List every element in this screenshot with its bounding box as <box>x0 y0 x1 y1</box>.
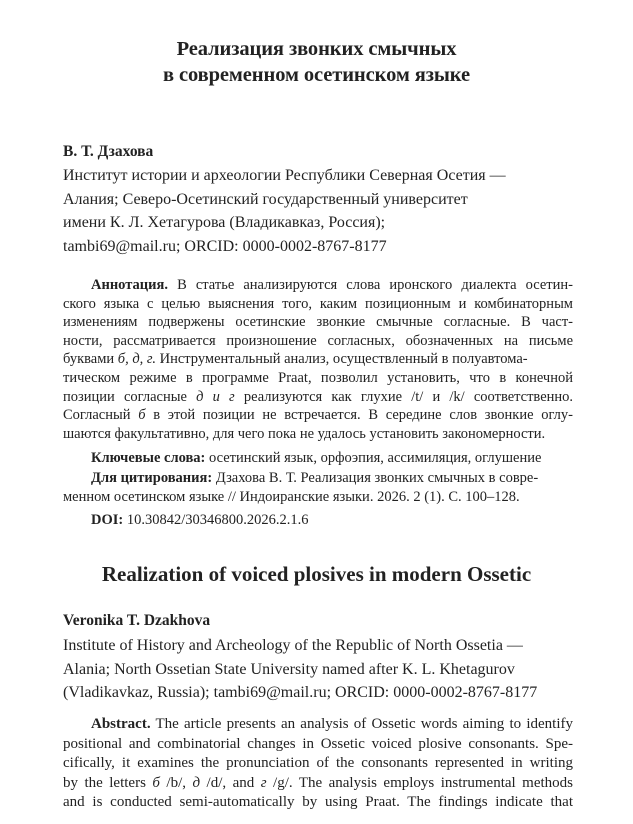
abstract-english-line: positional and combinatorial changes in Ossetic voiced plosive consonants. Spe- <box>63 735 573 752</box>
keywords-text: осетинский язык, орфоэпия, ассимиляция, оглушение <box>205 450 542 466</box>
abstract-label: Аннотация. <box>91 277 168 293</box>
affiliation-russian-line: имени К. Л. Хетагурова (Владикавказ, Россия); <box>63 214 386 231</box>
affiliation-russian-line: Алания; Северо-Осетинский государственный университет <box>63 190 468 208</box>
affiliation-russian <box>63 164 583 258</box>
author-russian: В. Т. Дзахова <box>63 143 154 160</box>
letters-italic: г <box>260 774 267 791</box>
letters-italic: б <box>138 407 146 424</box>
affiliation-english-line: Institute of History and Archeology of the Republic of North Ossetia — <box>63 637 523 654</box>
abstract-russian-line: позиции согласные д и г реализуются как глухие /t/ и /k/ соответственно. <box>63 388 573 405</box>
title-english: Realization of voiced plosives in modern Ossetic <box>101 562 532 586</box>
citation-russian <box>63 469 573 506</box>
letters-italic: б, д, г. <box>117 351 156 368</box>
affiliation-english-line: (Vladikavkaz, Russia); tambi69@mail.ru; ORCID: 0000-0002-8767-8177 <box>63 684 538 701</box>
abstract-english-line: by the letters б /b/, д /d/, and г /g/. The analysis employs instrumental methods <box>63 774 573 791</box>
title-russian-line-2: в современном осетинском языке <box>163 64 470 86</box>
affiliation-russian-line: Институт истории и археологии Республики Северная Осетия — <box>63 167 506 184</box>
abstract-russian <box>63 276 573 443</box>
affiliation-english <box>63 634 583 705</box>
abstract-russian-line: изменениям подвержены осетинские звонкие смычные согласные. В част- <box>63 314 573 331</box>
letters-italic: б <box>152 774 160 791</box>
title-russian <box>60 36 573 88</box>
affiliation-english-line: Alania; North Ossetian State University named after K. L. Khetagurov <box>63 660 515 678</box>
abstract-english-line: cifically, it examines the pronunciation of the consonants represented in writing <box>63 755 573 771</box>
abstract-russian-line: буквами б, д, г. Инструментальный анализ, осуществленный в полуавтома- <box>63 351 528 368</box>
doi-text: 10.30842/30346800.2026.2.1.6 <box>123 512 309 528</box>
abstract-russian-line: ности, рассматривается произношение согласных, обозначенных на письме <box>63 332 573 349</box>
citation-text-line-2: менном осетинском языке // Индоиранские языки. 2026. 2 (1). С. 100–128. <box>63 488 520 505</box>
keywords-russian <box>63 449 573 468</box>
letters-italic: д <box>192 774 201 791</box>
citation-text: Дзахова В. Т. Реализация звонких смычных в совре- <box>212 470 539 486</box>
abstract-russian-line: ского языка с целью выяснения того, каким позиционным и комбинаторным <box>63 295 573 312</box>
doi-russian <box>63 511 573 530</box>
doi-label: DOI: <box>91 512 124 528</box>
abstract-english-line: Abstract. The article presents an analysis of Ossetic words aiming to identify <box>91 716 573 732</box>
keywords-label: Ключевые слова: <box>91 450 206 466</box>
abstract-russian-line: тическом режиме в программе Praat, позволил установить, что в конечной <box>63 369 573 386</box>
title-russian-line-1: Реализация звонких смычных <box>176 38 457 60</box>
abstract-russian-line: Аннотация. В статье анализируются слова иронского диалекта осетин- <box>91 277 573 293</box>
affiliation-russian-line: tambi69@mail.ru; ORCID: 0000-0002-8767-8177 <box>63 237 387 255</box>
abstract-english <box>63 715 573 813</box>
citation-label: Для цитирования: <box>91 470 213 486</box>
abstract-english-line: and is conducted semi-automatically by using Praat. The findings indicate that <box>63 794 573 810</box>
author-english: Veronika T. Dzakhova <box>63 612 211 629</box>
letters-italic: д и г <box>196 388 235 405</box>
abstract-label: Abstract. <box>91 716 151 732</box>
abstract-russian-line: шаются факультативно, для чего пока не удалось установить закономерности. <box>63 425 546 442</box>
abstract-russian-line: Согласный б в этой позиции не встречается. В середине слов звонкие оглу- <box>63 407 573 424</box>
